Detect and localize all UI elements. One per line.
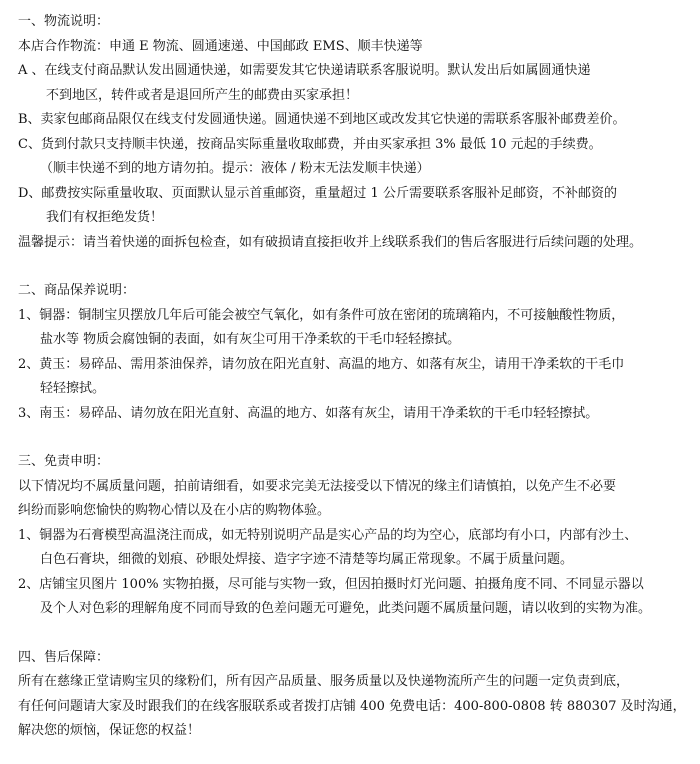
disclaimer-item-2: 2、店铺宝贝图片 100% 实物拍摄，尽可能与实物一致，但因拍摄时灯光问题、拍摄角度不同、不同显示器以: [18, 576, 644, 592]
care-item-copper: 1、铜器：铜制宝贝摆放几年后可能会被空气氧化，如有条件可放在密闭的琉璃箱内，不可接触酸性物质，: [18, 307, 625, 323]
care-item-topaz-cont: 轻轻擦拭。: [40, 381, 106, 396]
disclaimer-item-1-cont: 白色石膏块，细微的划痕、砂眼处焊接、造字字迹不清楚等均属正常现象。不属于质量问题。: [40, 552, 574, 567]
logistics-reminder: 温馨提示：请当着快递的面拆包检查，如有破损请直接拒收并上线联系我们的售后客服进行后续问题的处理。: [18, 234, 643, 250]
care-item-topaz: 2、黄玉：易碎品、需用茶油保养，请勿放在阳光直射、高温的地方、如落有灰尘，请用干净柔软的干毛巾: [18, 356, 625, 372]
care-section: [18, 279, 692, 426]
aftersales-line-3: 解决您的烦恼，保证您的权益！: [18, 723, 201, 738]
care-item-nanyu: 3、南玉：易碎品、请勿放在阳光直射、高温的地方、如落有灰尘，请用干净柔软的干毛巾轻轻擦拭。: [18, 405, 599, 421]
care-item-copper-cont: 盐水等 物质会腐蚀铜的表面，如有灰尘可用干净柔软的干毛巾轻轻擦拭。: [40, 332, 461, 347]
logistics-heading: 一、物流说明：: [18, 14, 110, 29]
aftersales-line-2: 有任何问题请大家及时跟我们的在线客服联系或者拨打店铺 400 免费电话：400-800-0808 转 880307 及时沟通，: [18, 698, 686, 714]
aftersales-section: [18, 646, 692, 744]
disclaimer-intro: 以下情况均不属质量问题，拍前请细看，如要求完美无法接受以下情况的缘主们请慎拍，以免产生不必要: [18, 478, 617, 494]
logistics-item-d: D、邮费按实际重量收取、页面默认显示首重邮资，重量超过 1 公斤需要联系客服补足邮资，不补邮资的: [18, 185, 617, 201]
disclaimer-intro-cont: 纠纷而影响您愉快的购物心情以及在小店的购物体验。: [18, 503, 331, 518]
care-heading: 二、商品保养说明：: [18, 283, 136, 298]
logistics-item-c: C、货到付款只支持顺丰快递，按商品实际重量收取邮费，并由买家承担 3% 最低 10 元起的手续费。: [18, 136, 602, 152]
logistics-item-c-note: （顺丰快递不到的地方请勿拍。提示：液体 / 粉末无法发顺丰快递）: [40, 161, 430, 176]
logistics-item-a: A 、在线支付商品默认发出圆通快递，如需要发其它快递请联系客服说明。默认发出后如属圆通快递: [18, 63, 591, 78]
disclaimer-section: [18, 450, 692, 622]
disclaimer-item-2-cont: 及个人对色彩的理解角度不同而导致的色差问题无可避免，此类问题不属质量问题，请以收到的实物为准。: [40, 601, 652, 616]
aftersales-heading: 四、售后保障：: [18, 649, 110, 665]
logistics-item-a-cont: 不到地区，转件或者是退回所产生的邮费由买家承担！: [46, 87, 359, 103]
aftersales-line-1: 所有在慈缘正堂请购宝贝的缘粉们，所有因产品质量、服务质量以及快递物流所产生的问题一定负责到底，: [18, 674, 630, 689]
disclaimer-heading: 三、免责申明：: [18, 454, 110, 469]
logistics-item-b: B、卖家包邮商品限仅在线支付发圆通快递。圆通快递不到地区或改发其它快递的需联系客服补邮费差价。: [18, 112, 626, 127]
logistics-partners: 本店合作物流：申通 E 物流、圆通速递、中国邮政 EMS、顺丰快递等: [18, 38, 423, 54]
logistics-section: [18, 10, 692, 255]
logistics-item-d-cont: 我们有权拒绝发货！: [46, 210, 164, 225]
disclaimer-item-1: 1、铜器为石膏模型高温浇注而成，如无特别说明产品是实心产品的均为空心，底部均有小口，内部有沙土、: [18, 527, 638, 543]
